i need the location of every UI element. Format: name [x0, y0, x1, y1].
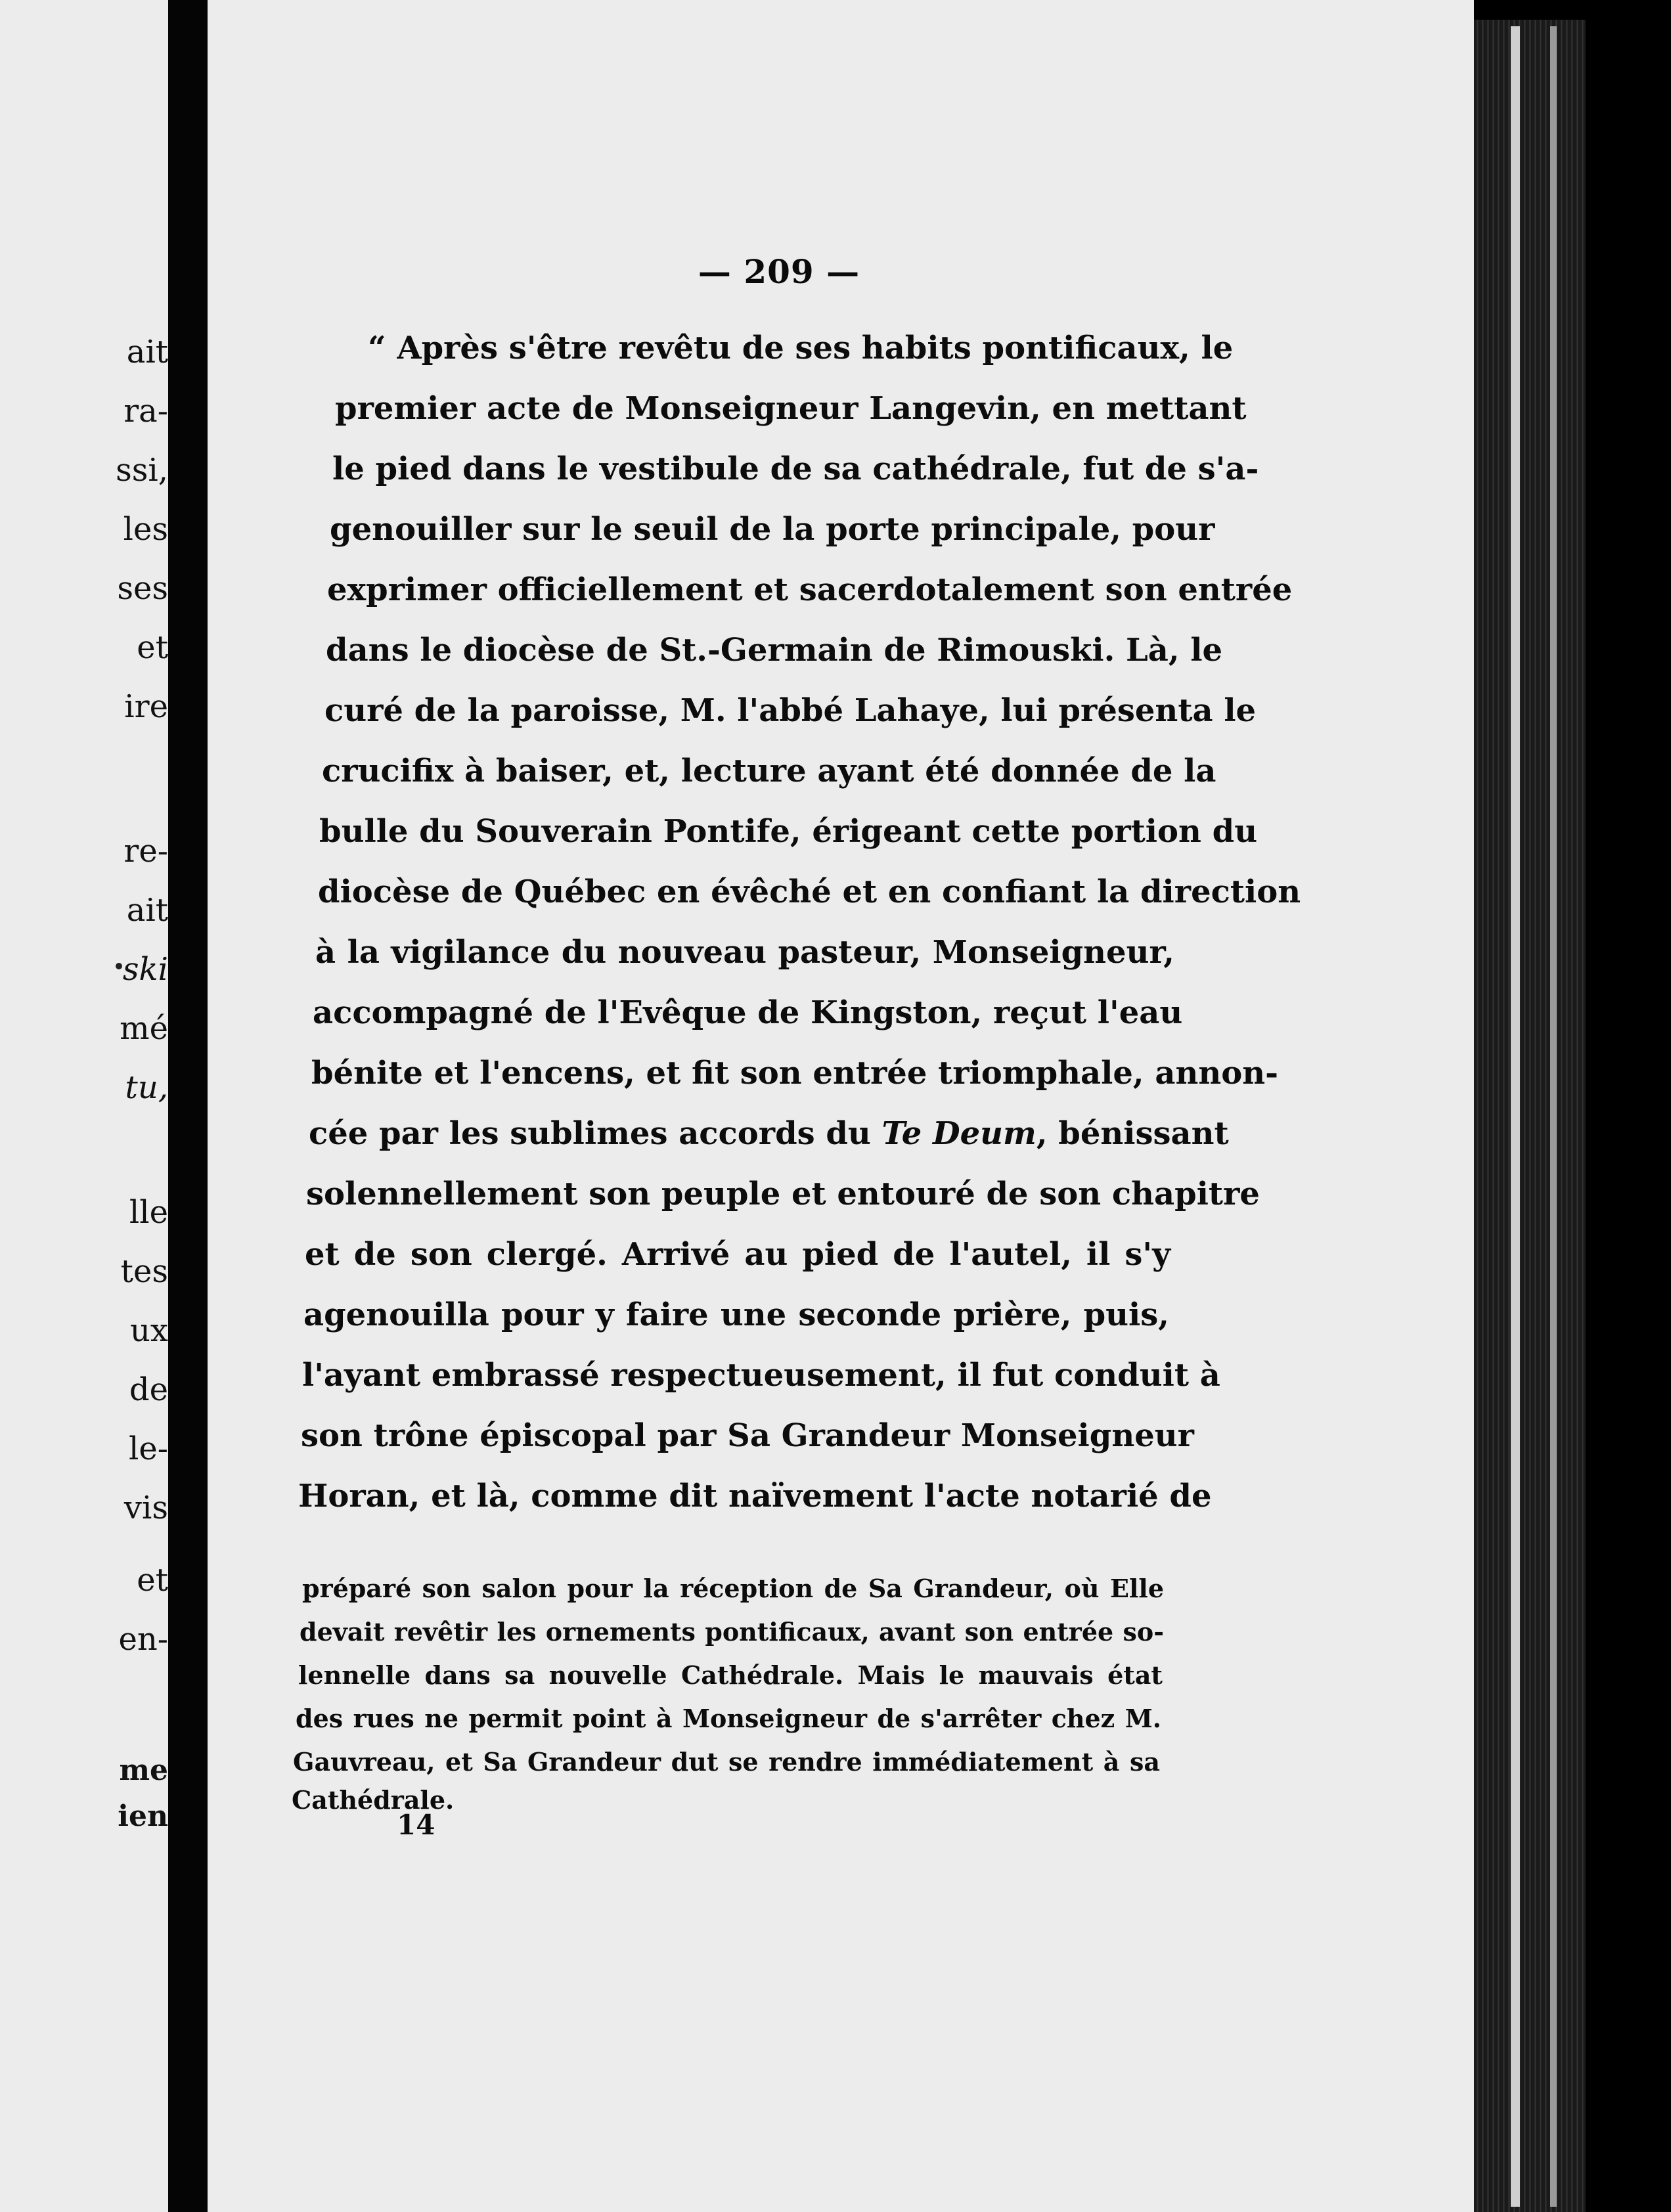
- left-fragment: les: [123, 511, 168, 548]
- body-line: crucifix à baiser, et, lecture ayant été donnée de la: [322, 753, 1216, 789]
- left-fragment: ssi,: [116, 452, 168, 489]
- body-line: cée par les sublimes accords du Te Deum, bénissant: [309, 1115, 1229, 1152]
- body-line: accompagné de l'Evêque de Kingston, reçut l'eau: [313, 994, 1183, 1031]
- footnote-line: préparé son salon pour la réception de Sa Grandeur, où Elle: [302, 1574, 1164, 1603]
- footnote-line: devait revêtir les ornements pontificaux, avant son entrée so-: [300, 1617, 1164, 1647]
- body-line: dans le diocèse de St.-Germain de Rimouski. Là, le: [326, 632, 1223, 669]
- left-fragment: me: [119, 1754, 168, 1787]
- ink-speck: [116, 963, 122, 969]
- left-fragment: tes: [120, 1253, 168, 1290]
- body-line: genouiller sur le seuil de la porte principale, pour: [330, 511, 1215, 548]
- left-fragment: mé: [120, 1010, 168, 1047]
- footnote-line: Cathédrale.: [292, 1785, 455, 1815]
- body-line: diocèse de Québec en évêché et en confiant la direction: [318, 874, 1301, 910]
- left-fragment: re-: [123, 833, 168, 870]
- body-line: agenouilla pour y faire une seconde prière, puis,: [303, 1296, 1169, 1333]
- left-fragment: tu,: [125, 1069, 168, 1106]
- footnote-line: des rues ne permit point à Monseigneur de s'arrêter chez M.: [296, 1704, 1161, 1733]
- left-fragment: lle: [129, 1194, 168, 1231]
- body-line: premier acte de Monseigneur Langevin, en mettant: [335, 390, 1247, 427]
- footnote-line: lennelle dans sa nouvelle Cathédrale. Mais le mauvais état: [298, 1660, 1163, 1690]
- left-fragment: et: [137, 1562, 168, 1599]
- left-fragment: de: [129, 1371, 168, 1408]
- body-line: solennellement son peuple et entouré de son chapitre: [306, 1176, 1260, 1212]
- body-line: Horan, et là, comme dit naïvement l'acte notarié de: [298, 1478, 1212, 1515]
- left-fragment: ait: [126, 892, 168, 929]
- left-fragment: ait: [126, 334, 168, 370]
- left-fragment: ire: [124, 688, 168, 725]
- body-line: son trône épiscopal par Sa Grandeur Monseigneur: [301, 1417, 1194, 1454]
- body-line: l'ayant embrassé respectueusement, il fut conduit à: [302, 1357, 1220, 1394]
- left-fragment: et: [137, 629, 168, 666]
- left-fragment: ien: [118, 1800, 168, 1833]
- italic-phrase: Te Deum: [881, 1115, 1036, 1152]
- footnote-line: Gauvreau, et Sa Grandeur dut se rendre immédiatement à sa: [293, 1747, 1160, 1777]
- left-fragment: ra-: [123, 393, 168, 430]
- body-line: à la vigilance du nouveau pasteur, Monseigneur,: [315, 934, 1174, 971]
- left-fragment: le-: [129, 1430, 168, 1467]
- body-line: le pied dans le vestibule de sa cathédrale, fut de s'a-: [332, 451, 1259, 487]
- left-facing-page: [0, 0, 168, 2212]
- body-line: curé de la paroisse, M. l'abbé Lahaye, lui présenta le: [324, 692, 1257, 729]
- page-edge-highlight: [1550, 26, 1557, 2207]
- gutter-shadow: [168, 0, 208, 2212]
- body-line: bénite et l'encens, et fit son entrée triomphale, annon-: [311, 1055, 1279, 1092]
- book-page-edges: [1474, 20, 1586, 2212]
- signature-number: 14: [397, 1809, 435, 1841]
- page-number: — 209 —: [698, 252, 860, 291]
- left-fragment: ux: [130, 1312, 168, 1349]
- left-fragment: vis: [123, 1490, 168, 1526]
- body-line: “ Après s'être revêtu de ses habits pontificaux, le: [368, 330, 1234, 366]
- page-edge-highlight: [1511, 26, 1520, 2207]
- left-fragment: ski: [122, 951, 168, 988]
- body-line: bulle du Souverain Pontife, érigeant cette portion du: [319, 813, 1258, 850]
- body-line: et de son clergé. Arrivé au pied de l'autel, il s'y: [305, 1236, 1170, 1273]
- body-line: exprimer officiellement et sacerdotalement son entrée: [327, 571, 1293, 608]
- left-fragment: en-: [118, 1621, 168, 1658]
- left-fragment: ses: [117, 570, 168, 607]
